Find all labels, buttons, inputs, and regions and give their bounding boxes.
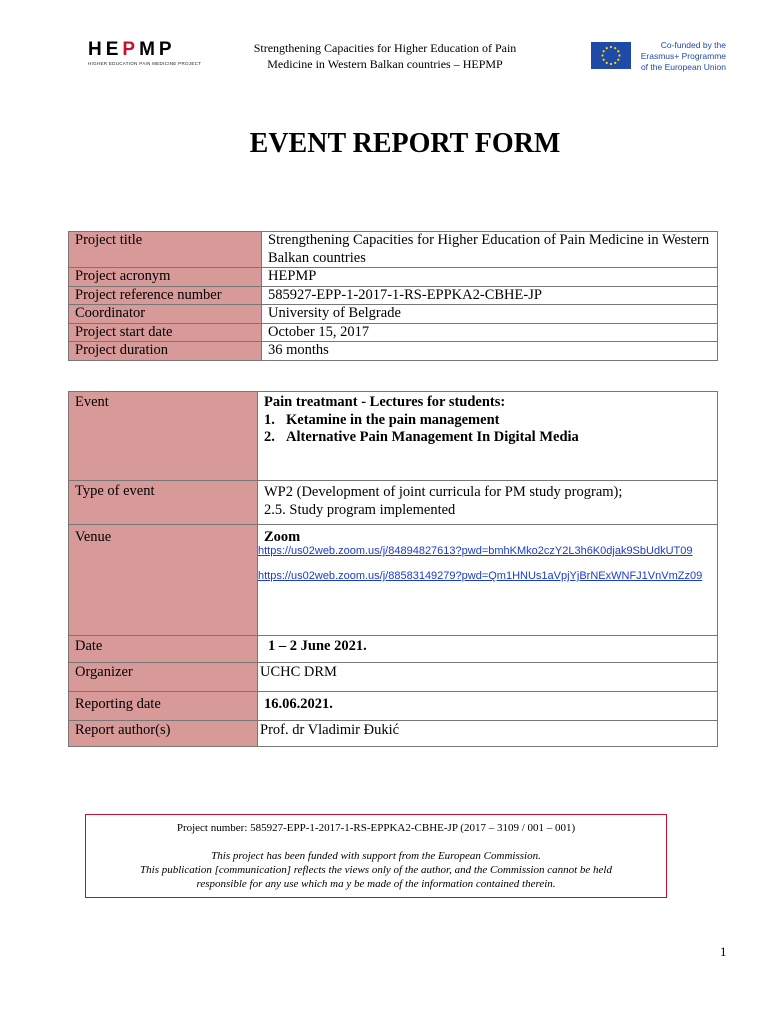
reporting-label: Reporting date bbox=[69, 692, 258, 721]
header-text bbox=[215, 40, 555, 72]
reporting-row bbox=[69, 692, 718, 721]
eu-star bbox=[610, 63, 612, 65]
eu-star bbox=[617, 50, 619, 52]
row-label: Project title bbox=[69, 232, 262, 268]
eu-star bbox=[606, 62, 608, 64]
eu-star bbox=[618, 54, 620, 56]
table-row bbox=[69, 323, 718, 342]
eu-line-2: Erasmus+ Programme bbox=[640, 51, 726, 61]
date-value: 1 – 2 June 2021. bbox=[258, 636, 718, 663]
organizer-label: Organizer bbox=[69, 663, 258, 692]
eu-star bbox=[614, 62, 616, 64]
disclaimer-line-3: responsible for any use which ma y be made of the information contained therein. bbox=[196, 878, 556, 890]
eu-star bbox=[617, 59, 619, 61]
row-value: 36 months bbox=[262, 342, 718, 361]
venue-row bbox=[69, 525, 718, 636]
eu-star bbox=[603, 50, 605, 52]
project-number-line: Project number: 585927-EPP-1-2017-1-RS-EPPKA2-CBHE-JP (2017 – 3109 / 001 – 001) bbox=[176, 822, 576, 834]
disclaimer-line-2: This publication [communication] reflects the views only of the author, and the Commission cannot be held bbox=[140, 864, 612, 876]
event-label: Event bbox=[69, 392, 258, 481]
type-value-text: WP2 (Development of joint curricula for PM study program); 2.5. Study program implemented bbox=[264, 484, 623, 518]
type-row bbox=[69, 481, 718, 525]
eu-star bbox=[603, 59, 605, 61]
row-value: 585927-EPP-1-2017-1-RS-EPPKA2-CBHE-JP bbox=[262, 286, 718, 305]
venue-link-1[interactable]: https://us02web.zoom.us/j/84894827613?pwd=bmhKMko2czY2L3h6K0djak9SbUdkUT09 bbox=[258, 545, 693, 557]
eu-star bbox=[610, 46, 612, 48]
row-value: October 15, 2017 bbox=[262, 323, 718, 342]
eu-flag-icon bbox=[591, 42, 631, 69]
eu-star bbox=[606, 47, 608, 49]
row-value: HEPMP bbox=[262, 268, 718, 287]
event-value bbox=[258, 392, 718, 481]
event-row bbox=[69, 392, 718, 481]
table-row bbox=[69, 268, 718, 287]
organizer-row bbox=[69, 663, 718, 692]
type-value bbox=[258, 481, 718, 525]
eu-star bbox=[601, 54, 603, 56]
venue-link-2[interactable]: https://us02web.zoom.us/j/88583149279?pwd=Qm1HNUs1aVpjYjBrNExWNFJ1VnVmZz09 bbox=[258, 570, 703, 582]
table-row bbox=[69, 342, 718, 361]
row-label: Project acronym bbox=[69, 268, 262, 287]
row-label: Coordinator bbox=[69, 305, 262, 324]
eu-star bbox=[614, 47, 616, 49]
event-heading: Pain treatmant - Lectures for students: bbox=[264, 394, 506, 410]
page-header bbox=[0, 0, 770, 90]
event-info-table bbox=[68, 391, 718, 747]
eu-line-3: of the European Union bbox=[640, 62, 726, 72]
date-row bbox=[69, 636, 718, 663]
venue-name: Zoom bbox=[264, 529, 301, 545]
disclaimer-text bbox=[86, 849, 666, 891]
page-number: 1 bbox=[720, 944, 727, 959]
hepmp-logo bbox=[88, 40, 200, 70]
logo-subtitle: HIGHER EDUCATION PAIN MEDICINE PROJECT bbox=[88, 61, 202, 66]
author-label: Report author(s) bbox=[69, 721, 258, 747]
table-row bbox=[69, 232, 718, 268]
author-row bbox=[69, 721, 718, 747]
row-value: Strengthening Capacities for Higher Education of Pain Medicine in Western Balkan countries bbox=[262, 232, 718, 268]
row-label: Project reference number bbox=[69, 286, 262, 305]
row-label: Project start date bbox=[69, 323, 262, 342]
table-row bbox=[69, 305, 718, 324]
organizer-value: UCHC DRM bbox=[258, 663, 718, 692]
row-value: University of Belgrade bbox=[262, 305, 718, 324]
disclaimer-line-1: This project has been funded with support from the European Commission. bbox=[211, 850, 541, 862]
row-label: Project duration bbox=[69, 342, 262, 361]
logo-word: HEPMP bbox=[88, 39, 176, 60]
project-info-table bbox=[68, 231, 718, 361]
table-row bbox=[69, 286, 718, 305]
header-line-2: Medicine in Western Balkan countries – HEPMP bbox=[267, 57, 503, 71]
funding-disclaimer-box bbox=[85, 814, 667, 898]
event-item-1: 1. Ketamine in the pain management bbox=[264, 411, 500, 428]
type-label: Type of event bbox=[69, 481, 258, 525]
eu-cofunded-text bbox=[636, 40, 726, 73]
author-value: Prof. dr Vladimir Đukić bbox=[258, 721, 718, 747]
date-label: Date bbox=[69, 636, 258, 663]
venue-value bbox=[258, 525, 718, 636]
eu-line-1: Co-funded by the bbox=[660, 40, 726, 50]
header-line-1: Strengthening Capacities for Higher Education of Pain bbox=[253, 41, 517, 55]
venue-label: Venue bbox=[69, 525, 258, 636]
page-title: EVENT REPORT FORM bbox=[249, 128, 561, 159]
event-item-2: 2. Alternative Pain Management In Digital Media bbox=[264, 429, 579, 445]
reporting-value: 16.06.2021. bbox=[258, 692, 718, 721]
